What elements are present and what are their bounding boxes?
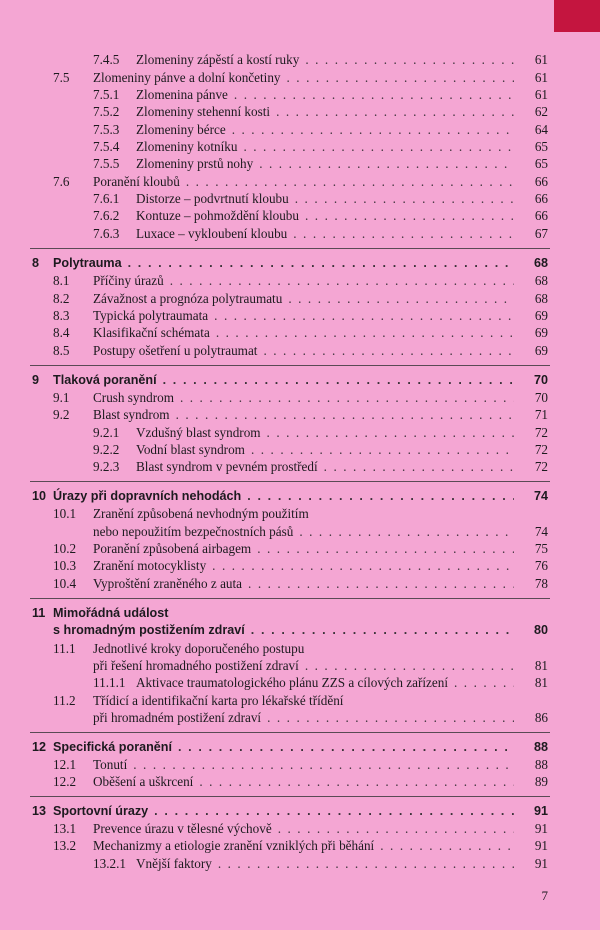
page-number: 7 — [541, 888, 548, 903]
entry-page: 66 — [534, 191, 548, 206]
entry-page: 66 — [534, 174, 548, 189]
entry-number: 11.1.1 — [93, 675, 126, 690]
entry-number: 9.2.3 — [93, 459, 120, 474]
entry-title: Tonutí — [93, 757, 128, 772]
entry-title: Luxace – vykloubení kloubu — [136, 226, 288, 241]
toc-entry[interactable] — [93, 207, 548, 224]
entry-page: 71 — [534, 407, 548, 422]
entry-title: Zlomeniny kotníku — [136, 139, 238, 154]
entry-page: 91 — [534, 856, 548, 871]
entry-title: Zlomeniny prstů nohy — [136, 156, 254, 171]
toc-entry[interactable] — [53, 173, 548, 190]
toc-entry[interactable] — [53, 756, 548, 773]
toc-entry[interactable] — [53, 324, 548, 341]
chapter-page: 91 — [533, 804, 548, 818]
toc-entry[interactable] — [93, 855, 548, 872]
entry-page: 67 — [534, 226, 548, 241]
toc-entry[interactable] — [53, 272, 548, 289]
entry-number: 8.4 — [53, 325, 70, 340]
toc-entry[interactable] — [93, 523, 548, 540]
entry-page: 72 — [534, 459, 548, 474]
chapter-number: 9 — [32, 373, 40, 387]
entry-page: 66 — [534, 208, 548, 223]
toc-entry[interactable] — [53, 307, 548, 324]
entry-page: 74 — [534, 524, 548, 539]
section-divider — [30, 248, 550, 249]
toc-entry[interactable] — [93, 441, 548, 458]
entry-page: 91 — [534, 821, 548, 836]
entry-title: Kontuze – pohmoždění kloubu — [136, 208, 299, 223]
entry-title-continuation: při hromadném postižení zdraví — [93, 710, 262, 725]
chapter-title: Specifická poranění — [53, 740, 172, 754]
chapter-title-continuation: s hromadným postižením zdraví — [53, 623, 245, 637]
toc-entry[interactable] — [53, 389, 548, 406]
toc-entry[interactable] — [53, 342, 548, 359]
chapter-title[interactable]: Mimořádná událost — [53, 606, 169, 620]
section-divider — [30, 796, 550, 797]
entry-number: 7.5.4 — [93, 139, 120, 154]
entry-number: 8.3 — [53, 308, 70, 323]
entry-page: 68 — [534, 273, 548, 288]
entry-title: Závažnost a prognóza polytraumatu — [93, 291, 283, 306]
toc-entry[interactable] — [93, 709, 548, 726]
toc-entry[interactable] — [93, 190, 548, 207]
entry-number: 10.3 — [53, 558, 77, 573]
entry-title: Zlomeniny bérce — [136, 122, 226, 137]
entry-title: Vyproštění zraněného z auta — [93, 576, 243, 591]
entry-title: Zlomeniny pánve a dolní končetiny — [93, 70, 281, 85]
entry-number: 12.2 — [53, 774, 77, 789]
toc-chapter[interactable] — [32, 803, 548, 820]
toc-chapter[interactable] — [32, 488, 548, 505]
entry-title: Oběšení a uškrcení — [93, 774, 194, 789]
entry-page: 69 — [534, 343, 548, 358]
chapter-page: 74 — [533, 489, 548, 503]
entry-page: 65 — [534, 156, 548, 171]
entry-number: 7.6.2 — [93, 208, 120, 223]
entry-number: 8.5 — [53, 343, 70, 358]
toc-entry[interactable] — [93, 225, 548, 242]
entry-page: 89 — [534, 774, 548, 789]
chapter-page: 80 — [533, 623, 548, 637]
entry-number: 10.4 — [53, 576, 77, 591]
entry-page: 69 — [534, 325, 548, 340]
entry-number: 12.1 — [53, 757, 77, 772]
entry-number: 9.2 — [53, 407, 70, 422]
toc-entry[interactable] — [53, 837, 548, 854]
entry-title: Zranění motocyklisty — [93, 558, 207, 573]
entry-page: 86 — [534, 710, 548, 725]
entry-number: 13.2 — [53, 838, 77, 853]
chapter-title: Polytrauma — [53, 256, 122, 270]
entry-page: 65 — [534, 139, 548, 154]
entry-page: 88 — [534, 757, 548, 772]
toc-entry[interactable] — [53, 69, 548, 86]
chapter-tab-marker — [554, 0, 600, 32]
chapter-page: 68 — [533, 256, 548, 270]
entry-number: 7.5 — [53, 70, 70, 85]
entry-title: Typická polytraumata — [93, 308, 209, 323]
entry-number: 7.5.5 — [93, 156, 120, 171]
toc-entry[interactable] — [53, 557, 548, 574]
chapter-title: Sportovní úrazy — [53, 804, 149, 818]
toc-entry[interactable] — [93, 424, 548, 441]
section-divider — [30, 732, 550, 733]
entry-title: Klasifikační schémata — [93, 325, 210, 340]
entry-page: 62 — [534, 104, 548, 119]
chapter-number: 10 — [32, 489, 47, 503]
entry-title: Postupy ošetření u polytraumat — [93, 343, 258, 358]
toc-entry[interactable] — [93, 458, 548, 475]
entry-title: Vnější faktory — [136, 856, 212, 871]
entry-number: 7.5.1 — [93, 87, 120, 102]
toc-entry[interactable] — [53, 820, 548, 837]
entry-number: 13.1 — [53, 821, 77, 836]
toc-entry[interactable] — [53, 773, 548, 790]
entry-page: 76 — [534, 558, 548, 573]
entry-title-continuation: nebo nepoužitím bezpečnostních pásů — [93, 524, 294, 539]
toc-entry[interactable] — [53, 575, 548, 592]
entry-title-continuation: při řešení hromadného postižení zdraví — [93, 658, 299, 673]
entry-page: 69 — [534, 308, 548, 323]
toc-entry[interactable] — [93, 657, 548, 674]
toc-entry[interactable] — [93, 121, 548, 138]
entry-title: Aktivace traumatologického plánu ZZS a cílových zařízení — [136, 675, 448, 690]
chapter-page: 70 — [533, 373, 548, 387]
toc-entry[interactable] — [53, 406, 548, 423]
chapter-title: Tlaková poranění — [53, 373, 157, 387]
entry-title[interactable]: Zranění způsobená nevhodným použitím — [93, 506, 309, 521]
toc-chapter[interactable] — [32, 255, 548, 272]
entry-number: 13.2.1 — [93, 856, 126, 871]
entry-title: Příčiny úrazů — [93, 273, 164, 288]
entry-number: 7.5.2 — [93, 104, 120, 119]
chapter-number: 11 — [32, 606, 46, 620]
entry-number: 7.4.5 — [93, 52, 120, 67]
entry-number: 7.6 — [53, 174, 70, 189]
toc-entry[interactable] — [53, 290, 548, 307]
entry-title: Mechanizmy a etiologie zranění vzniklých při běhání — [93, 838, 375, 853]
entry-title: Crush syndrom — [93, 390, 174, 405]
entry-page: 68 — [534, 291, 548, 306]
toc-chapter[interactable] — [32, 739, 548, 756]
chapter-number: 8 — [32, 256, 40, 270]
entry-page: 64 — [534, 122, 548, 137]
entry-title: Vzdušný blast syndrom — [136, 425, 261, 440]
chapter-page: 88 — [533, 740, 548, 754]
entry-number: 9.1 — [53, 390, 70, 405]
entry-page: 75 — [534, 541, 548, 556]
entry-number: 7.6.1 — [93, 191, 120, 206]
entry-page: 61 — [534, 52, 548, 67]
entry-number: 9.2.1 — [93, 425, 120, 440]
entry-title: Poranění kloubů — [93, 174, 180, 189]
entry-title[interactable]: Jednotlivé kroky doporučeného postupu — [93, 641, 305, 656]
entry-number: 10.1 — [53, 506, 77, 521]
entry-page: 78 — [534, 576, 548, 591]
toc-entry[interactable] — [93, 86, 548, 103]
entry-page: 70 — [534, 390, 548, 405]
toc-entry[interactable] — [93, 138, 548, 155]
entry-number: 11.2 — [53, 693, 76, 708]
entry-page: 81 — [534, 675, 548, 690]
toc-entry[interactable] — [93, 51, 548, 68]
section-divider — [30, 598, 550, 599]
entry-title: Vodní blast syndrom — [136, 442, 245, 457]
entry-title: Distorze – podvrtnutí kloubu — [136, 191, 289, 206]
entry-number: 8.1 — [53, 273, 70, 288]
toc-entry[interactable] — [53, 540, 548, 557]
entry-page: 61 — [534, 70, 548, 85]
entry-page: 61 — [534, 87, 548, 102]
chapter-title: Úrazy při dopravních nehodách — [53, 489, 242, 503]
entry-title: Zlomenina pánve — [136, 87, 228, 102]
entry-title[interactable]: Třídicí a identifikační karta pro lékařské třídění — [93, 693, 344, 708]
entry-page: 81 — [534, 658, 548, 673]
entry-number: 7.5.3 — [93, 122, 120, 137]
entry-title: Blast syndrom v pevném prostředí — [136, 459, 318, 474]
entry-number: 11.1 — [53, 641, 76, 656]
toc-entry[interactable] — [93, 103, 548, 120]
entry-title: Zlomeniny zápěstí a kostí ruky — [136, 52, 300, 67]
entry-page: 72 — [534, 442, 548, 457]
section-divider — [30, 481, 550, 482]
toc-entry[interactable] — [93, 155, 548, 172]
entry-number: 9.2.2 — [93, 442, 120, 457]
entry-number: 7.6.3 — [93, 226, 120, 241]
toc-chapter[interactable] — [32, 372, 548, 389]
toc-entry[interactable] — [93, 674, 548, 691]
entry-title: Poranění způsobená airbagem — [93, 541, 252, 556]
entry-number: 8.2 — [53, 291, 70, 306]
entry-title: Prevence úrazu v tělesné výchově — [93, 821, 272, 836]
entry-page: 91 — [534, 838, 548, 853]
entry-number: 10.2 — [53, 541, 77, 556]
entry-page: 72 — [534, 425, 548, 440]
toc-chapter[interactable] — [53, 622, 548, 639]
section-divider — [30, 365, 550, 366]
chapter-number: 13 — [32, 804, 47, 818]
entry-title: Blast syndrom — [93, 407, 170, 422]
chapter-number: 12 — [32, 740, 47, 754]
entry-title: Zlomeniny stehenní kosti — [136, 104, 271, 119]
